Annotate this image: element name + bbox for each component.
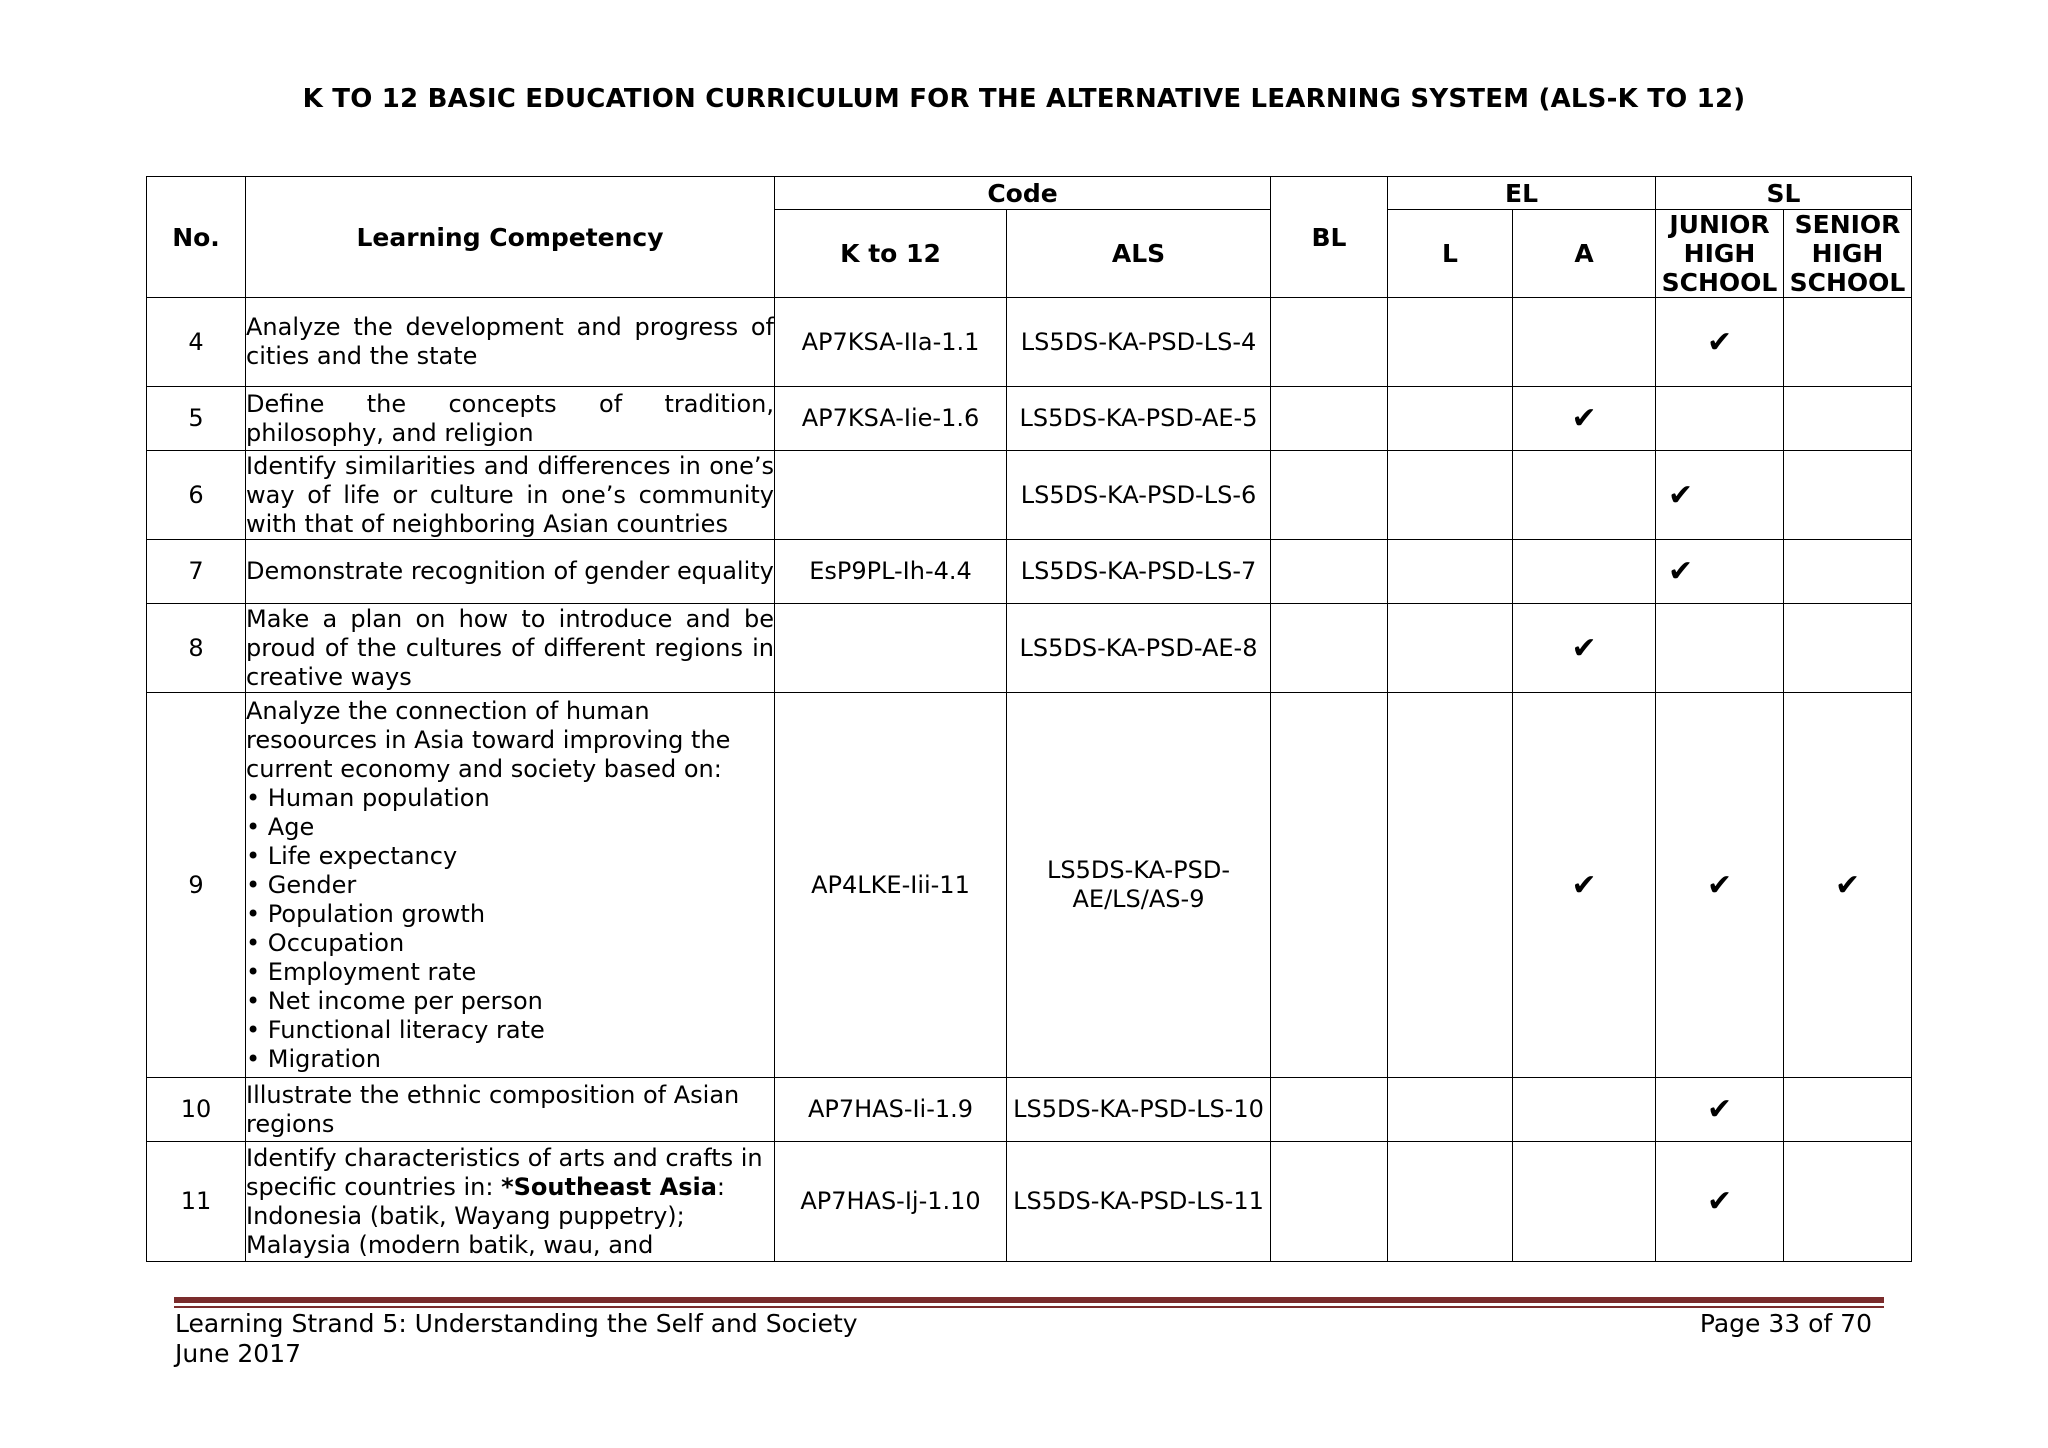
el-l-cell xyxy=(1388,387,1513,451)
als-code: LS5DS-KA-PSD-LS-7 xyxy=(1007,540,1271,604)
learning-competency: Define the concepts of tradition, philosophy, and religion xyxy=(246,387,775,451)
header-bl: BL xyxy=(1271,177,1388,298)
footer-divider xyxy=(174,1297,1884,1303)
header-learning-competency: Learning Competency xyxy=(246,177,775,298)
sl-shs-cell xyxy=(1784,540,1912,604)
row-number: 10 xyxy=(147,1078,246,1142)
table-row xyxy=(147,604,1912,693)
el-l-cell xyxy=(1388,540,1513,604)
list-item: • Occupation xyxy=(246,929,774,958)
k12-code: AP7KSA-IIa-1.1 xyxy=(775,298,1007,387)
footer-strand: Learning Strand 5: Understanding the Self and Society xyxy=(175,1309,858,1338)
list-item: • Employment rate xyxy=(246,958,774,987)
el-a-check: ✔ xyxy=(1513,604,1656,693)
bl-cell xyxy=(1271,298,1388,387)
footer-date: June 2017 xyxy=(175,1339,302,1368)
el-l-cell xyxy=(1388,1078,1513,1142)
row-number: 8 xyxy=(147,604,246,693)
header-l: L xyxy=(1388,210,1513,298)
k12-code xyxy=(775,604,1007,693)
table-row xyxy=(147,298,1912,387)
document-title: K TO 12 BASIC EDUCATION CURRICULUM FOR THE ALTERNATIVE LEARNING SYSTEM (ALS-K TO 12) xyxy=(302,84,1746,114)
k12-code: AP7HAS-Ij-1.10 xyxy=(775,1142,1007,1262)
header-a: A xyxy=(1513,210,1656,298)
sl-jhs-check: ✔ xyxy=(1656,451,1784,540)
competency-intro: Analyze the connection of human resoources in Asia toward improving the current economy and society based on: xyxy=(246,696,731,783)
list-item: • Population growth xyxy=(246,900,774,929)
bl-cell xyxy=(1271,604,1388,693)
learning-competency: Analyze the development and progress of cities and the state xyxy=(246,298,775,387)
page-number: Page 33 of 70 xyxy=(1699,1309,1872,1338)
sl-jhs-check: ✔ xyxy=(1656,298,1784,387)
sl-jhs-check: ✔ xyxy=(1656,1078,1784,1142)
table-row xyxy=(147,540,1912,604)
bl-cell xyxy=(1271,693,1388,1078)
sl-shs-cell xyxy=(1784,451,1912,540)
list-item: • Human population xyxy=(246,784,774,813)
k12-code xyxy=(775,451,1007,540)
als-code: LS5DS-KA-PSD-LS-10 xyxy=(1007,1078,1271,1142)
bl-cell xyxy=(1271,1078,1388,1142)
list-item: • Age xyxy=(246,813,774,842)
table-row xyxy=(147,451,1912,540)
row-number: 9 xyxy=(147,693,246,1078)
list-item: • Functional literacy rate xyxy=(246,1016,774,1045)
row-number: 11 xyxy=(147,1142,246,1262)
list-item: • Gender xyxy=(246,871,774,900)
learning-competency: Illustrate the ethnic composition of Asian regions xyxy=(246,1078,775,1142)
sl-shs-cell xyxy=(1784,604,1912,693)
header-als: ALS xyxy=(1007,210,1271,298)
sl-shs-cell xyxy=(1784,1078,1912,1142)
sl-jhs-cell xyxy=(1656,604,1784,693)
learning-competency: Identify characteristics of arts and crafts in specific countries in: *Southeast Asia: Indonesia (batik, Wayang puppetry); Malaysia (modern batik, wau, and xyxy=(246,1142,775,1262)
als-code: LS5DS-KA-PSD-LS-11 xyxy=(1007,1142,1271,1262)
competency-bullet-list xyxy=(246,784,774,1074)
footer-left xyxy=(175,1309,858,1369)
row-number: 6 xyxy=(147,451,246,540)
learning-competency: Identify similarities and differences in one’s way of life or culture in one’s community with that of neighboring Asian countries xyxy=(246,451,774,538)
learning-competency: Make a plan on how to introduce and be proud of the cultures of different regions in creative ways xyxy=(246,604,774,691)
el-a-check: ✔ xyxy=(1513,387,1656,451)
table-row xyxy=(147,1078,1912,1142)
footer-divider-thin xyxy=(174,1306,1884,1308)
k12-code: EsP9PL-Ih-4.4 xyxy=(775,540,1007,604)
als-code: LS5DS-KA-PSD- AE/LS/AS-9 xyxy=(1007,693,1271,1078)
sl-shs-cell xyxy=(1784,1142,1912,1262)
region-label: *Southeast Asia xyxy=(501,1172,717,1201)
k12-code: AP7KSA-Iie-1.6 xyxy=(775,387,1007,451)
header-senior-high-school: SENIOR HIGH SCHOOL xyxy=(1784,210,1912,298)
table-row xyxy=(147,387,1912,451)
table-row xyxy=(147,1142,1912,1262)
el-a-cell xyxy=(1513,451,1656,540)
row-number: 7 xyxy=(147,540,246,604)
bl-cell xyxy=(1271,451,1388,540)
list-item: • Migration xyxy=(246,1045,774,1074)
als-code: LS5DS-KA-PSD-AE-5 xyxy=(1007,387,1271,451)
sl-jhs-check: ✔ xyxy=(1656,1142,1784,1262)
bl-cell xyxy=(1271,540,1388,604)
el-a-check: ✔ xyxy=(1513,693,1656,1078)
header-no: No. xyxy=(147,177,246,298)
el-l-cell xyxy=(1388,604,1513,693)
el-l-cell xyxy=(1388,298,1513,387)
el-l-cell xyxy=(1388,451,1513,540)
el-a-cell xyxy=(1513,540,1656,604)
row-number: 4 xyxy=(147,298,246,387)
k12-code: AP7HAS-Ii-1.9 xyxy=(775,1078,1007,1142)
als-code: LS5DS-KA-PSD-LS-6 xyxy=(1007,451,1271,540)
sl-jhs-cell xyxy=(1656,387,1784,451)
row-number: 5 xyxy=(147,387,246,451)
bl-cell xyxy=(1271,387,1388,451)
curriculum-table xyxy=(146,176,1912,1262)
el-l-cell xyxy=(1388,693,1513,1078)
als-code: LS5DS-KA-PSD-LS-4 xyxy=(1007,298,1271,387)
sl-jhs-check: ✔ xyxy=(1656,540,1784,604)
table-row xyxy=(147,693,1912,1078)
k12-code: AP4LKE-Iii-11 xyxy=(775,693,1007,1078)
sl-shs-cell xyxy=(1784,387,1912,451)
sl-shs-check: ✔ xyxy=(1784,693,1912,1078)
list-item: • Life expectancy xyxy=(246,842,774,871)
el-a-cell xyxy=(1513,1078,1656,1142)
sl-jhs-check: ✔ xyxy=(1656,693,1784,1078)
learning-competency xyxy=(246,693,775,1078)
el-l-cell xyxy=(1388,1142,1513,1262)
header-el: EL xyxy=(1388,177,1656,210)
learning-competency: Demonstrate recognition of gender equality xyxy=(246,540,775,604)
header-sl: SL xyxy=(1656,177,1912,210)
als-code: LS5DS-KA-PSD-AE-8 xyxy=(1007,604,1271,693)
el-a-cell xyxy=(1513,1142,1656,1262)
list-item: • Net income per person xyxy=(246,987,774,1016)
sl-shs-cell xyxy=(1784,298,1912,387)
header-k-to-12: K to 12 xyxy=(775,210,1007,298)
el-a-cell xyxy=(1513,298,1656,387)
bl-cell xyxy=(1271,1142,1388,1262)
header-junior-high-school: JUNIOR HIGH SCHOOL xyxy=(1656,210,1784,298)
header-code: Code xyxy=(775,177,1271,210)
